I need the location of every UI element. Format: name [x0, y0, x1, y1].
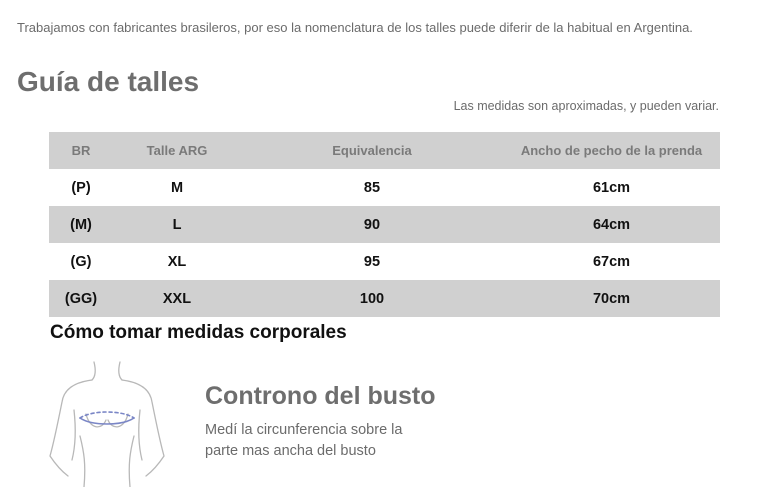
- cell-equivalencia: 95: [363, 253, 381, 270]
- torso-bust-measure-icon: [40, 352, 172, 487]
- cell-talle-arg: M: [170, 179, 184, 196]
- cell-equivalencia: 90: [241, 206, 503, 243]
- header-br: BR: [49, 132, 113, 169]
- table-row: [49, 243, 720, 280]
- table-row: [49, 169, 720, 206]
- table-row: [49, 206, 720, 243]
- cell-br: (M): [49, 206, 113, 243]
- cell-equivalencia: 85: [363, 179, 381, 196]
- approximation-note: Las medidas son aproximadas, y pueden variar.: [453, 99, 719, 113]
- table-header-row: [49, 132, 720, 169]
- cell-ancho-pecho: 67cm: [592, 253, 631, 270]
- cell-ancho-pecho: 61cm: [592, 179, 631, 196]
- how-to-measure-heading: Cómo tomar medidas corporales: [50, 322, 347, 343]
- cell-br: (P): [71, 179, 91, 196]
- intro-text: Trabajamos con fabricantes brasileros, por eso la nomenclatura de los talles puede diferir de la habitual en Argentina.: [17, 20, 693, 35]
- bust-measure-title: Controno del busto: [205, 382, 436, 410]
- cell-talle-arg: XL: [167, 253, 187, 270]
- cell-ancho-pecho: 70cm: [503, 280, 720, 317]
- cell-ancho-pecho: 64cm: [503, 206, 720, 243]
- header-ancho-pecho: Ancho de pecho de la prenda: [503, 132, 720, 169]
- bust-measure-description: Medí la circunferencia sobre la parte mas ancha del busto: [205, 422, 403, 459]
- cell-talle-arg: L: [113, 206, 241, 243]
- header-equivalencia: Equivalencia: [241, 132, 503, 169]
- table-row: [49, 280, 720, 317]
- page-title: Guía de talles: [17, 66, 200, 97]
- header-talle-arg: Talle ARG: [113, 132, 241, 169]
- cell-br: (G): [70, 253, 92, 270]
- cell-equivalencia: 100: [241, 280, 503, 317]
- cell-br: (GG): [49, 280, 113, 317]
- size-table: [49, 132, 720, 317]
- cell-talle-arg: XXL: [113, 280, 241, 317]
